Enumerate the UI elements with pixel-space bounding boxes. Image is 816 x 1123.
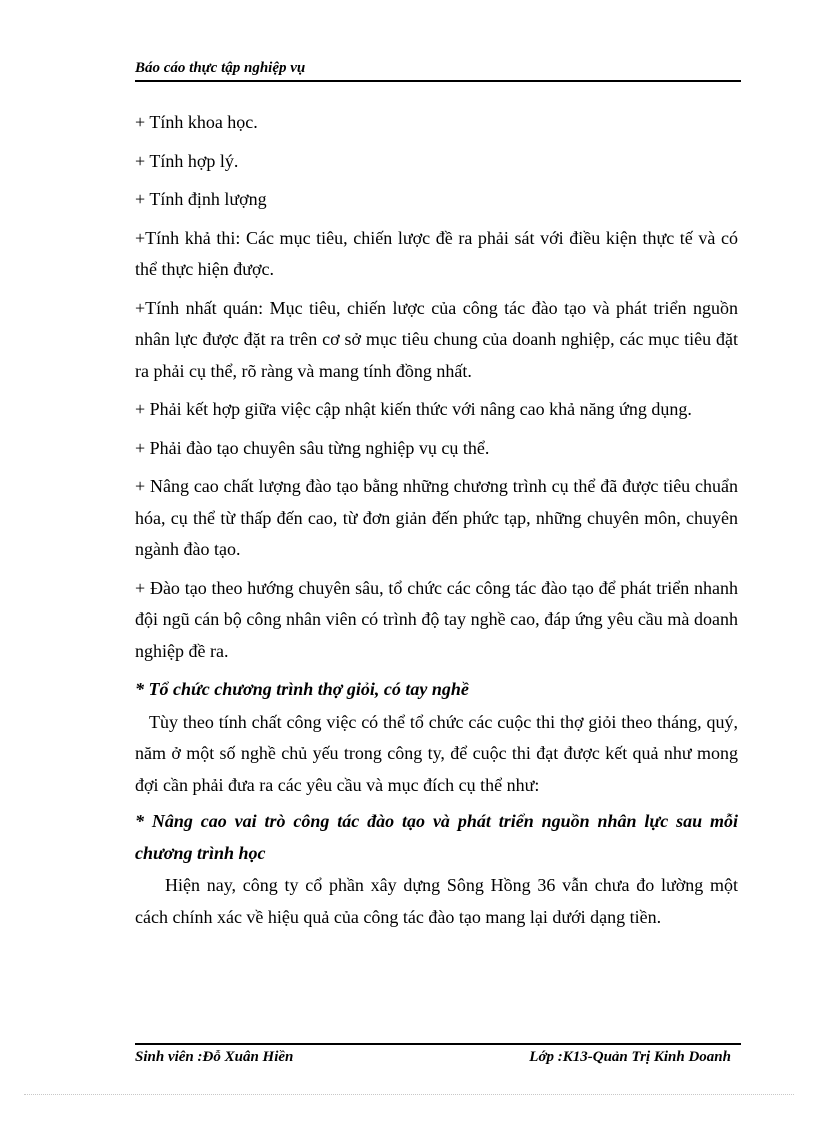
paragraph-tinh-dinh-luong: + Tính định lượng xyxy=(135,189,267,209)
paragraph-tinh-khoa-hoc: + Tính khoa học. xyxy=(135,112,258,132)
page-bottom-divider xyxy=(24,1094,794,1095)
page-header xyxy=(135,56,741,82)
section-heading-tho-gioi: * Tổ chức chương trình thợ giỏi, có tay nghề xyxy=(135,679,469,699)
document-body xyxy=(135,107,738,933)
paragraph-tinh-kha-thi: +Tính khả thi: Các mục tiêu, chiến lược đề ra phải sát với điều kiện thực tế và có thể thực hiện được. xyxy=(135,227,738,279)
section-heading-nang-cao-vai-tro: * Nâng cao vai trò công tác đào tạo và phát triển nguồn nhân lực sau mỗi chương trình học xyxy=(135,811,738,863)
footer-student: Sinh viên :Đỗ Xuân Hiền xyxy=(135,1049,294,1065)
footer-class: Lớp :K13-Quản Trị Kinh Doanh xyxy=(529,1049,731,1065)
paragraph-nang-cao-chat-luong: + Nâng cao chất lượng đào tạo bằng những chương trình cụ thể đã được tiêu chuẩn hóa, cụ thể từ thấp đến cao, từ đơn giản đến phức tạp, những chuyên môn, chuyên ngành đào tạo. xyxy=(135,476,738,559)
paragraph-ket-hop: + Phải kết hợp giữa việc cập nhật kiến thức với nâng cao khả năng ứng dụng. xyxy=(135,399,692,419)
paragraph-dao-tao-huong: + Đào tạo theo hướng chuyên sâu, tổ chức các công tác đào tạo để phát triển nhanh đội ngũ cán bộ công nhân viên có trình độ tay nghề cao, đáp ứng yêu cầu mà doanh nghiệp đề ra. xyxy=(135,577,738,661)
paragraph-tuy-theo: Tùy theo tính chất công việc có thể tổ chức các cuộc thi thợ giỏi theo tháng, quý, năm ở một số nghề chủ yếu trong công ty, để cuộc thi đạt được kết quả như mong đợi cần phải đưa ra các yêu cầu và mục đích cụ thể như: xyxy=(135,711,738,795)
header-title: Báo cáo thực tập nghiệp vụ xyxy=(135,60,306,76)
paragraph-chuyen-sau: + Phải đào tạo chuyên sâu từng nghiệp vụ cụ thể. xyxy=(135,437,490,458)
paragraph-tinh-hop-ly: + Tính hợp lý. xyxy=(135,150,239,171)
paragraph-hien-nay: Hiện nay, công ty cổ phần xây dựng Sông Hồng 36 vẫn chưa đo lường một cách chính xác về hiệu quả của công tác đào tạo mang lại dưới dạng tiền. xyxy=(135,875,738,927)
page-footer xyxy=(135,1043,741,1073)
paragraph-tinh-nhat-quan: +Tính nhất quán: Mục tiêu, chiến lược của công tác đào tạo và phát triển nguồn nhân lực được đặt ra trên cơ sở mục tiêu chung của doanh nghiệp, các mục tiêu đặt ra phải cụ thể, rõ ràng và mang tính đồng nhất. xyxy=(135,297,738,381)
